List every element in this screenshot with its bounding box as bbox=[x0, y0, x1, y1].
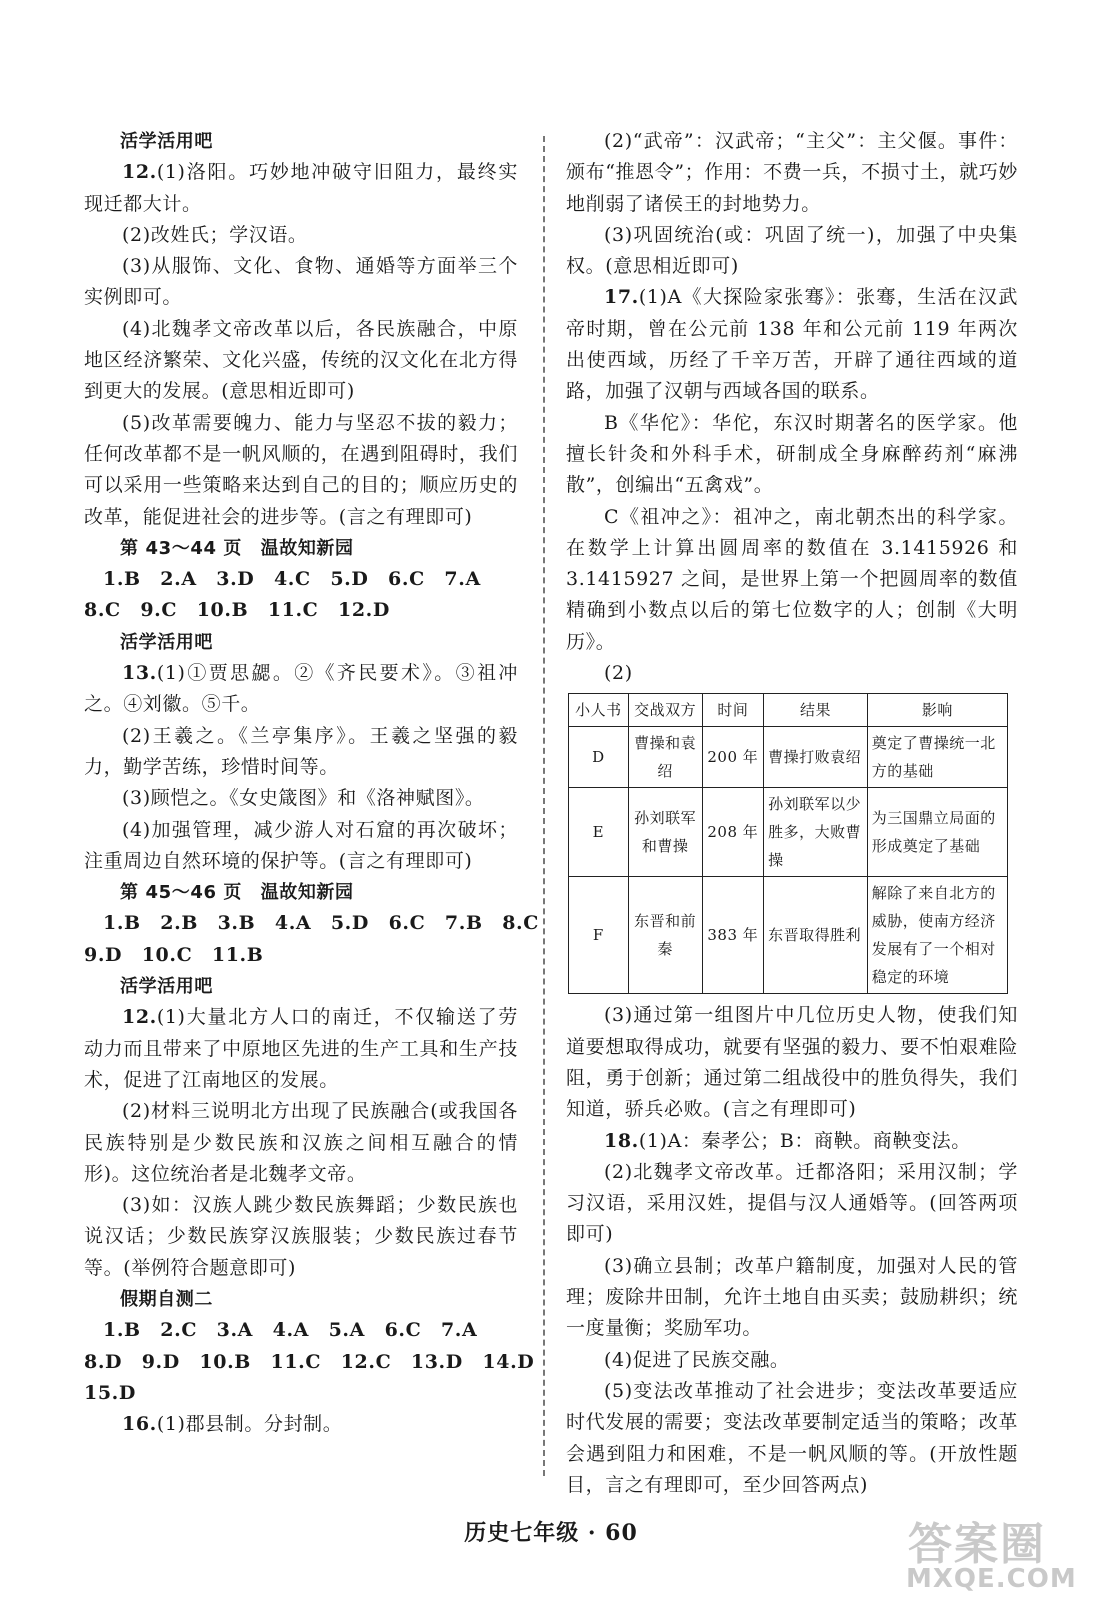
answer-text: (2)改姓氏；学汉语。 bbox=[122, 223, 308, 246]
section-heading bbox=[84, 627, 518, 658]
answer-paragraph bbox=[566, 220, 1018, 283]
choice-answers: 1.B 2.C 3.A 4.A 5.A 6.C 7.A bbox=[103, 1319, 478, 1342]
answer-paragraph bbox=[84, 314, 518, 408]
choice-answers: 1.B 2.A 3.D 4.C 5.D 6.C 7.A bbox=[103, 568, 481, 591]
choice-answers: 8.D 9.D 10.B 11.C 12.C 13.D 14.D bbox=[84, 1350, 535, 1373]
answer-text: (1)郡县制。分封制。 bbox=[156, 1413, 343, 1436]
answer-paragraph bbox=[566, 1157, 1018, 1251]
answer-text: (3)确立县制；改革户籍制度，加强对人民的管理；废除井田制，允许土地自由买卖；鼓励耕织；统一度量衡；奖励军功。 bbox=[566, 1254, 1018, 1340]
question-number: 16. bbox=[122, 1413, 157, 1436]
answer-text: (4)北魏孝文帝改革以后，各民族融合，中原地区经济繁荣、文化兴盛，传统的汉文化在北方得到更大的发展。(意思相近即可) bbox=[84, 317, 518, 403]
section-heading-text: 活学活用吧 bbox=[120, 131, 213, 152]
answer-paragraph bbox=[566, 502, 1018, 658]
battle-table bbox=[568, 693, 1008, 994]
answer-paragraph bbox=[84, 658, 518, 721]
answer-paragraph bbox=[566, 126, 1018, 220]
table-header-cell: 时间 bbox=[702, 694, 764, 727]
answer-paragraph bbox=[566, 1126, 1018, 1157]
table-cell: F bbox=[569, 877, 629, 994]
answer-text: (5)改革需要魄力、能力与坚忍不拔的毅力；任何改革都不是一帆风顺的，在遇到阻碍时，我们可以采用一些策略来达到自己的目的；顺应历史的改革，能促进社会的进步等。(言之有理即可) bbox=[84, 411, 518, 528]
table-cell: 曹操打败袁绍 bbox=[764, 727, 868, 788]
table-cell: D bbox=[569, 727, 629, 788]
section-heading-text: 假期自测二 bbox=[120, 1288, 213, 1310]
answer-paragraph bbox=[566, 1000, 1018, 1125]
section-heading-text: 活学活用吧 bbox=[120, 976, 213, 998]
answer-text: (1)A《大探险家张骞》：张骞，生活在汉武帝时期，曾在公元前 138 年和公元前 119 年两次出使西域，历经了千辛万苦，开辟了通往西域的道路，加强了汉朝与西域各国的联系。 bbox=[566, 286, 1018, 403]
right-top-block bbox=[566, 126, 1018, 689]
answer-paragraph bbox=[84, 783, 518, 814]
table-cell: 孙刘联军和曹操 bbox=[628, 788, 702, 877]
right-column bbox=[566, 126, 1018, 1501]
choice-answers: 1.B 2.B 3.B 4.A 5.D 6.C 7.B 8.C bbox=[103, 912, 539, 935]
answer-paragraph bbox=[84, 1409, 518, 1440]
section-heading-text: 第 45～46 页 温故知新园 bbox=[120, 882, 354, 904]
section-heading bbox=[84, 877, 518, 908]
section-heading bbox=[84, 533, 518, 564]
table-cell: 200 年 bbox=[702, 727, 764, 788]
table-cell: 383 年 bbox=[702, 877, 764, 994]
table-row bbox=[569, 877, 1008, 994]
answer-text: (2)王羲之。《兰亭集序》。王羲之坚强的毅力，勤学苦练，珍惜时间等。 bbox=[84, 724, 518, 778]
answer-text: (1)洛阳。巧妙地冲破守旧阻力，最终实现迁都大计。 bbox=[84, 161, 518, 215]
section-heading bbox=[84, 971, 518, 1002]
answer-paragraph bbox=[566, 282, 1018, 407]
answer-paragraph bbox=[84, 721, 518, 784]
answer-text: (4)加强管理，减少游人对石窟的再次破坏；注重周边自然环境的保护等。(言之有理即可) bbox=[84, 818, 518, 872]
left-column bbox=[84, 126, 539, 1440]
answer-paragraph bbox=[566, 1345, 1018, 1376]
section-heading bbox=[84, 126, 518, 157]
choice-answers: 15.D bbox=[84, 1381, 136, 1404]
answer-paragraph bbox=[84, 408, 518, 533]
question-number: 13. bbox=[122, 662, 157, 685]
answer-text: (2)北魏孝文帝改革。迁都洛阳；采用汉制；学习汉语，采用汉姓，提倡与汉人通婚等。(回答两项即可) bbox=[566, 1160, 1018, 1246]
table-cell: 208 年 bbox=[702, 788, 764, 877]
question-number: 12. bbox=[122, 161, 157, 184]
answer-text: (3)从服饰、文化、食物、通婚等方面举三个实例即可。 bbox=[84, 255, 518, 309]
answer-paragraph bbox=[84, 1190, 518, 1284]
answer-paragraph bbox=[84, 220, 518, 251]
answer-text: (2)“武帝”：汉武帝；“主父”：主父偃。事件：颁布“推恩令”；作用：不费一兵，不损寸土，就巧妙地削弱了诸侯王的封地势力。 bbox=[566, 130, 1018, 215]
answer-text: (1)A：秦孝公；B：商鞅。商鞅变法。 bbox=[638, 1129, 971, 1152]
section-heading-text: 第 43～44 页 温故知新园 bbox=[120, 537, 354, 559]
answer-text: (3)顾恺之。《女史箴图》和《洛神赋图》。 bbox=[122, 787, 485, 810]
choice-answers: 9.D 10.C 11.B bbox=[84, 943, 264, 966]
answer-text: (4)促进了民族交融。 bbox=[604, 1348, 790, 1371]
question-number: 12. bbox=[122, 1006, 157, 1029]
answer-paragraph bbox=[84, 1096, 518, 1190]
table-header-cell: 影响 bbox=[867, 694, 1007, 727]
section-heading bbox=[84, 1284, 518, 1315]
table-header-cell: 小人书 bbox=[569, 694, 629, 727]
watermark-logo: 答案圈 MXQE.COM bbox=[906, 1519, 1077, 1594]
question-number: 18. bbox=[604, 1129, 639, 1152]
answer-text: (3)通过第一组图片中几位历史人物，使我们知道要想取得成功，就要有坚强的毅力、要不怕艰难险阻，勇于创新；通过第二组战役中的胜负得失，我们知道，骄兵必败。(言之有理即可) bbox=[566, 1004, 1018, 1121]
column-divider bbox=[543, 136, 545, 1476]
answer-paragraph bbox=[84, 815, 518, 878]
table-cell: 奠定了曹操统一北方的基础 bbox=[867, 727, 1007, 788]
table-cell: E bbox=[569, 788, 629, 877]
table-cell: 孙刘联军以少胜多，大败曹操 bbox=[764, 788, 868, 877]
table-header-cell: 交战双方 bbox=[628, 694, 702, 727]
answer-text: (3)如：汉族人跳少数民族舞蹈；少数民族也说汉话；少数民族穿汉族服装；少数民族过春节等。(举例符合题意即可) bbox=[84, 1194, 518, 1279]
answer-text: B《华佗》：华佗，东汉时期著名的医学家。他擅长针灸和外科手术，研制成全身麻醉药剂“麻沸散”，创编出“五禽戏”。 bbox=[566, 411, 1018, 497]
answer-text: (1)大量北方人口的南迁，不仅输送了劳动力而且带来了中原地区先进的生产工具和生产技术，促进了江南地区的发展。 bbox=[84, 1006, 518, 1091]
choice-answers: 8.C 9.C 10.B 11.C 12.D bbox=[84, 599, 390, 622]
table-cell: 曹操和袁绍 bbox=[628, 727, 702, 788]
answer-paragraph bbox=[566, 1376, 1018, 1501]
answer-text: C《祖冲之》：祖冲之，南北朝杰出的科学家。在数学上计算出圆周率的数值在 3.1415926 和 3.1415927 之间，是世界上第一个把圆周率的数值精确到小数点以后的第七位数字的人；创制《大明历》。 bbox=[566, 505, 1018, 653]
answer-paragraph bbox=[566, 658, 1018, 689]
answer-text: (3)巩固统治(或：巩固了统一)，加强了中央集权。(意思相近即可) bbox=[566, 223, 1018, 278]
section-heading-text: 活学活用吧 bbox=[120, 631, 213, 653]
table-body bbox=[569, 727, 1008, 994]
table-cell: 为三国鼎立局面的形成奠定了基础 bbox=[867, 788, 1007, 877]
table-cell: 东晋取得胜利 bbox=[764, 877, 868, 994]
page-footer: 历史七年级 · 60 bbox=[464, 1520, 638, 1546]
table-cell: 解除了来自北方的威胁，使南方经济发展有了一个相对稳定的环境 bbox=[867, 877, 1007, 994]
question-number: 17. bbox=[604, 286, 639, 309]
table-header-cell: 结果 bbox=[764, 694, 868, 727]
answer-text: (5)变法改革推动了社会进步；变法改革要适应时代发展的需要；变法改革要制定适当的策略；改革会遇到阻力和困难，不是一帆风顺的等。(开放性题目，言之有理即可，至少回答两点) bbox=[566, 1379, 1018, 1496]
answer-paragraph bbox=[84, 1002, 518, 1096]
answer-text: (2)材料三说明北方出现了民族融合(或我国各民族特别是少数民族和汉族之间相互融合的情形)。这位统治者是北魏孝文帝。 bbox=[84, 1100, 518, 1185]
answer-paragraph bbox=[84, 251, 518, 314]
answer-paragraph bbox=[566, 408, 1018, 502]
answer-paragraph bbox=[566, 1251, 1018, 1345]
right-bottom-block bbox=[566, 1000, 1018, 1501]
answer-text: (1)①贾思勰。②《齐民要术》。③祖冲之。④刘徽。⑤千。 bbox=[84, 662, 518, 716]
table-row bbox=[569, 788, 1008, 877]
answer-text: (2) bbox=[604, 662, 633, 685]
table-cell: 东晋和前秦 bbox=[628, 877, 702, 994]
table-row bbox=[569, 727, 1008, 788]
answer-paragraph bbox=[84, 157, 518, 220]
table-header-row bbox=[569, 694, 1008, 727]
